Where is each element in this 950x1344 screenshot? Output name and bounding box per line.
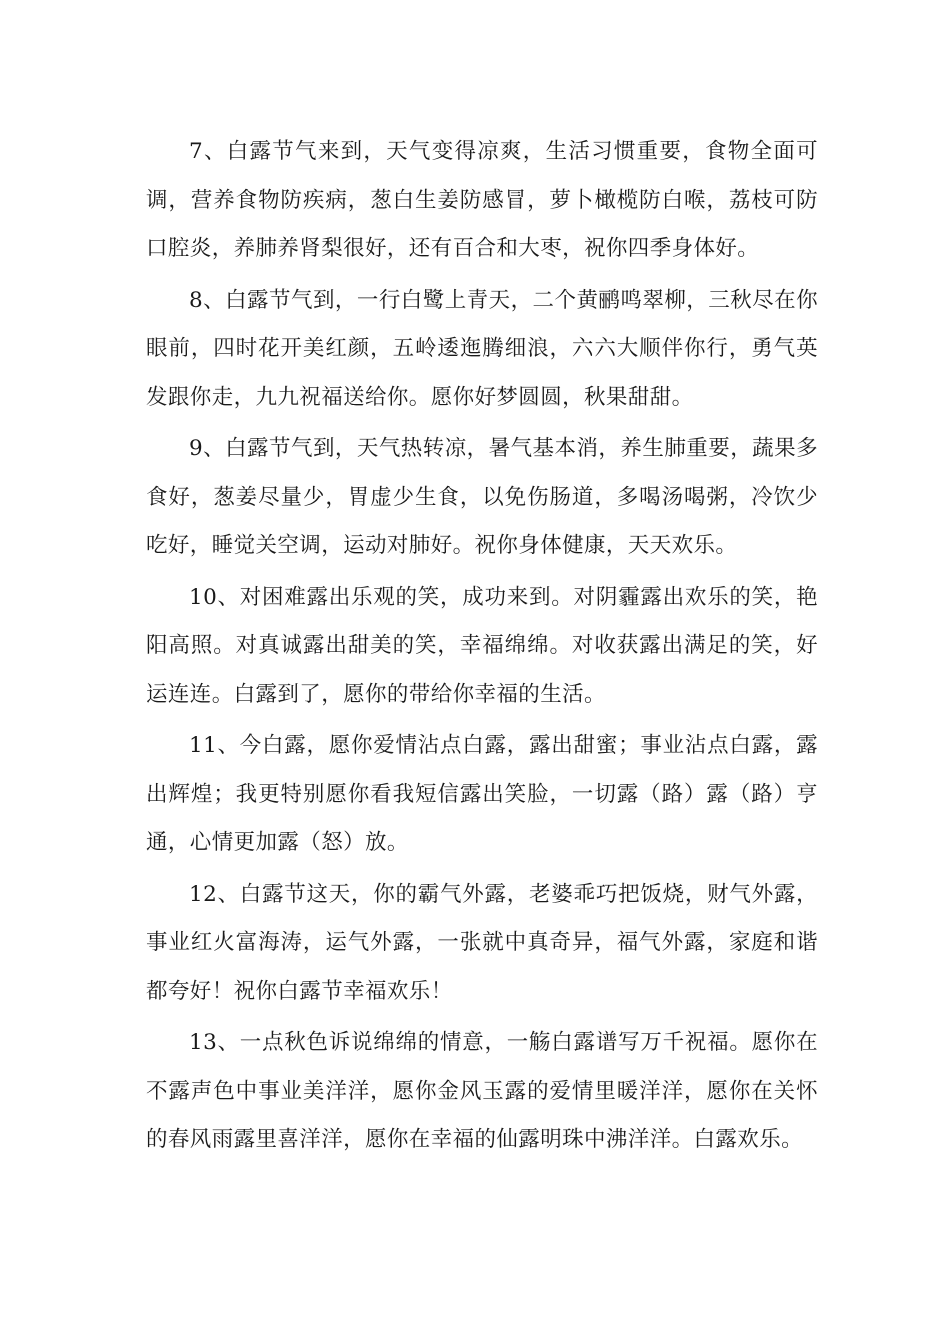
paragraph-7: 7、白露节气来到，天气变得凉爽，生活习惯重要，食物全面可调，营养食物防疾病，葱白生姜防感冒，萝卜橄榄防白喉，荔枝可防口腔炎，养肺养肾梨很好，还有百合和大枣，祝你四季身体好。: [146, 139, 818, 261]
paragraph-8: 8、白露节气到，一行白鹭上青天，二个黄鹂鸣翠柳，三秋尽在你眼前，四时花开美红颜，五岭逶迤腾细浪，六六大顺伴你行，勇气英发跟你走，九九祝福送给你。愿你好梦圆圆，秋果甜甜。: [146, 287, 818, 410]
paragraph-13: 13、一点秋色诉说绵绵的情意，一觞白露谱写万千祝福。愿你在不露声色中事业美洋洋，愿你金风玉露的爱情里暖洋洋，愿你在关怀的春风雨露里喜洋洋，愿你在幸福的仙露明珠中沸洋洋。白露欢乐。: [146, 1030, 818, 1152]
paragraph-10: 10、对困难露出乐观的笑，成功来到。对阴霾露出欢乐的笑，艳阳高照。对真诚露出甜美的笑，幸福绵绵。对收获露出满足的笑，好运连连。白露到了，愿你的带给你幸福的生活。: [146, 584, 818, 707]
paragraph-12: 12、白露节这天，你的霸气外露，老婆乖巧把饭烧，财气外露，事业红火富海涛，运气外露，一张就中真奇异，福气外露，家庭和谐都夸好！祝你白露节幸福欢乐！: [146, 881, 818, 1004]
document-body: [146, 128, 818, 1168]
paragraph-11: 11、今白露，愿你爱情沾点白露，露出甜蜜；事业沾点白露，露出辉煌；我更特别愿你看我短信露出笑脸，一切露（路）露（路）亨通，心情更加露（怒）放。: [146, 733, 818, 855]
paragraph-9: 9、白露节气到，天气热转凉，暑气基本消，养生肺重要，蔬果多食好，葱姜尽量少，胃虚少生食，以免伤肠道，多喝汤喝粥，冷饮少吃好，睡觉关空调，运动对肺好。祝你身体健康，天天欢乐。: [146, 436, 818, 558]
